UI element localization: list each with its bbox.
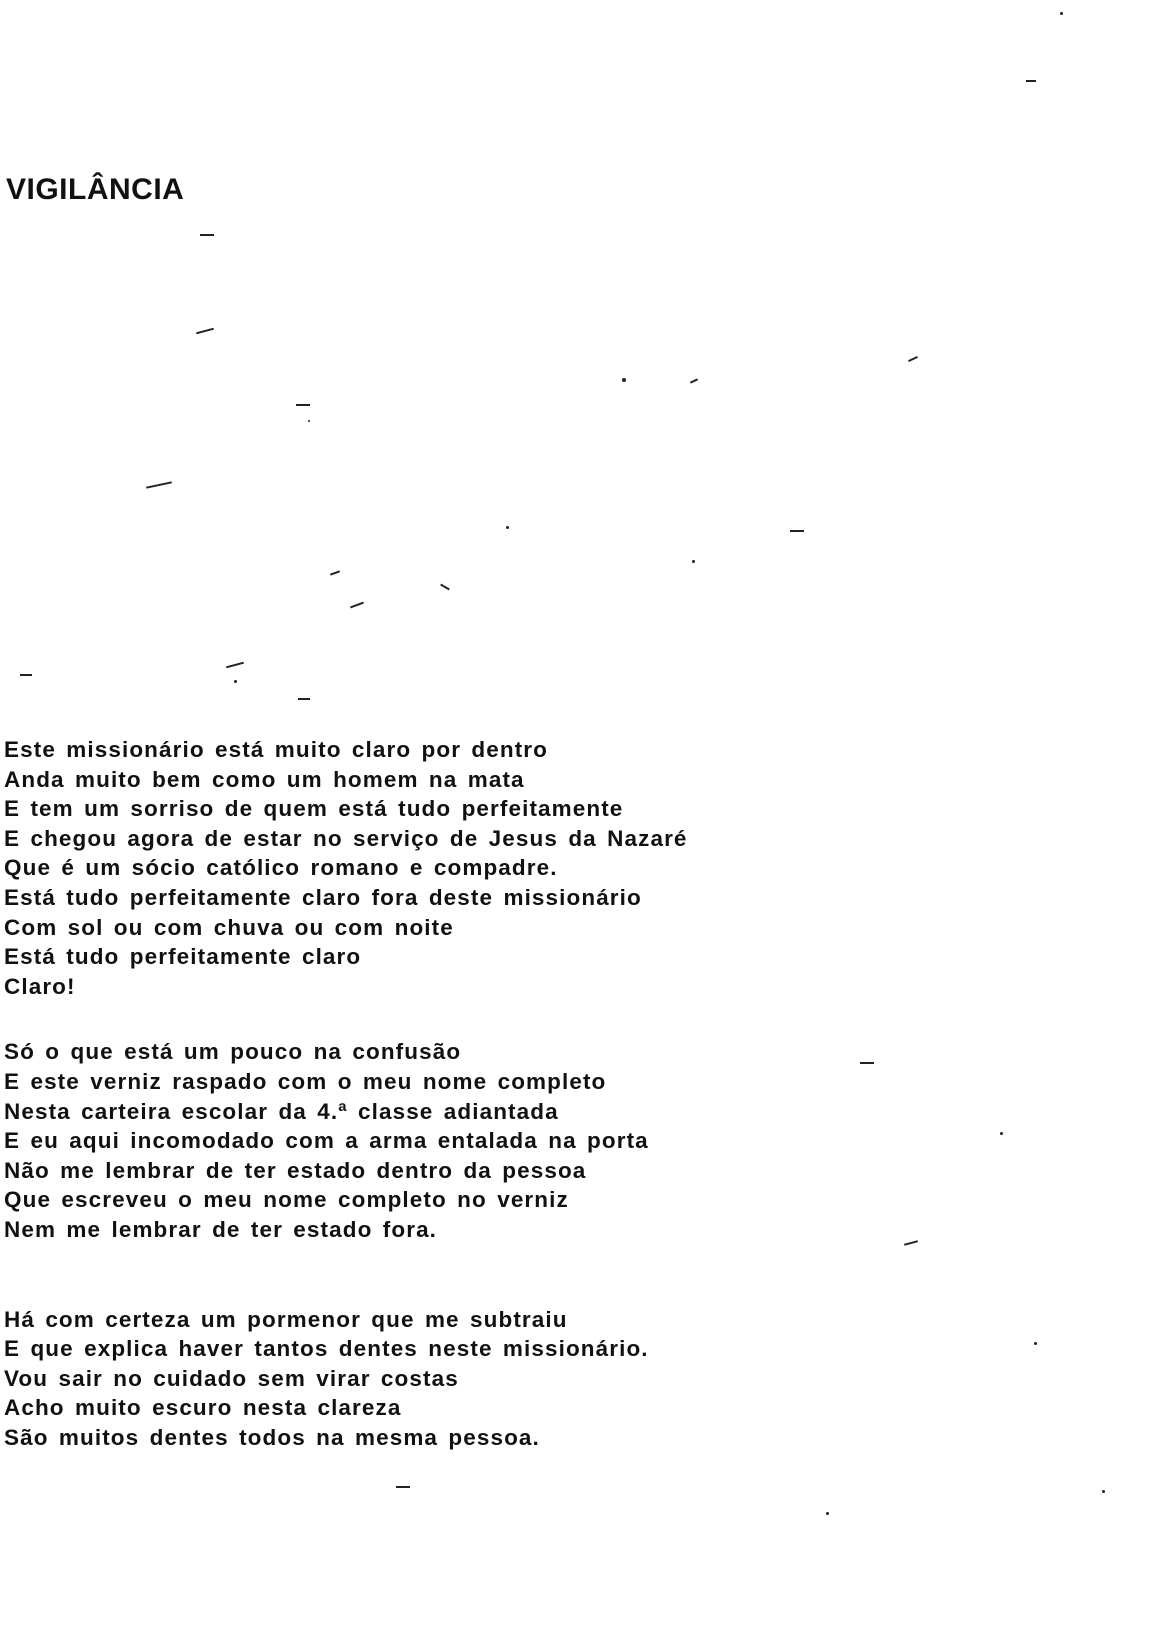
verse-line: E eu aqui incomodado com a arma entalada na porta [4, 1128, 649, 1154]
poem-title: VIGILÂNCIA [6, 173, 185, 206]
verse-line: E este verniz raspado com o meu nome completo [4, 1068, 607, 1094]
verse-line: Nem me lembrar de ter estado fora. [4, 1216, 438, 1242]
scan-speck [790, 530, 804, 532]
scan-speck [396, 1486, 410, 1488]
stanza-2 [4, 1037, 1104, 1244]
verse-line: Está tudo perfeitamente claro fora deste missionário [4, 884, 642, 910]
verse-line: Que escreveu o meu nome completo no verniz [4, 1187, 569, 1213]
scan-speck [308, 420, 310, 422]
verse-line: E tem um sorriso de quem está tudo perfeitamente [4, 796, 624, 822]
verse-line: Este missionário está muito claro por dentro [4, 737, 549, 762]
scan-speck [200, 234, 214, 236]
verse-line: Vou sair no cuidado sem virar costas [4, 1365, 459, 1391]
verse-line: Com sol ou com chuva ou com noite [4, 914, 454, 940]
stanza-3 [4, 1305, 1104, 1453]
scan-speck [296, 404, 310, 406]
scan-speck [506, 526, 509, 529]
scan-speck [298, 698, 310, 700]
scan-speck [1102, 1490, 1105, 1493]
scan-speck [622, 378, 626, 382]
scan-speck [1026, 80, 1036, 82]
scan-speck [234, 680, 237, 683]
verse-line: Há com certeza um pormenor que me subtraiu [4, 1306, 568, 1332]
scan-speck [908, 356, 918, 362]
scan-speck [330, 570, 340, 575]
verse-line: São muitos dentes todos na mesma pessoa. [4, 1424, 540, 1450]
verse-line: Está tudo perfeitamente claro [4, 944, 362, 970]
stanza-1 [4, 735, 1104, 1001]
verse-line: Não me lembrar de ter estado dentro da pessoa [4, 1157, 587, 1183]
scan-speck [1060, 12, 1063, 15]
verse-line: Acho muito escuro nesta clareza [4, 1395, 402, 1421]
scan-speck [146, 481, 172, 488]
verse-line: E que explica haver tantos dentes neste missionário. [4, 1336, 649, 1362]
verse-line: E chegou agora de estar no serviço de Jesus da Nazaré [4, 825, 688, 851]
verse-line: Anda muito bem como um homem na mata [4, 766, 525, 792]
scan-speck [440, 584, 450, 591]
poem-body [4, 735, 1104, 1452]
verse-line: Nesta carteira escolar da 4.ª classe adiantada [4, 1098, 559, 1124]
scan-speck [692, 560, 695, 563]
verse-line: Claro! [4, 973, 76, 999]
verse-line: Que é um sócio católico romano e compadre. [4, 855, 558, 881]
scan-speck [196, 328, 214, 335]
scan-speck [690, 378, 698, 383]
scan-speck [826, 1512, 829, 1515]
verse-line: Só o que está um pouco na confusão [4, 1039, 462, 1065]
scan-speck [226, 662, 244, 669]
scan-speck [20, 674, 32, 676]
scan-speck [350, 602, 364, 609]
